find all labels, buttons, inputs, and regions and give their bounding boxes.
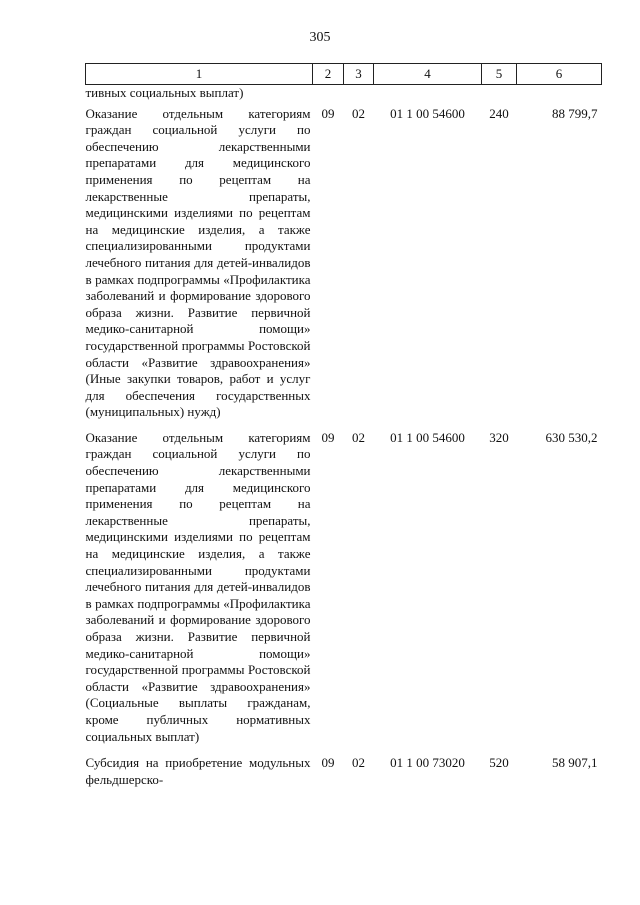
row-description: Оказание отдельным категориям граждан социальной услуги по обеспечению лекарственными препаратами для медицинского применения по рецептам на лекарственные препараты, медицинскими изделиями по рецептам на медицинские изделия, а также специализированными продуктами лечебного питания для детей-инвалидов в рамках подпрограммы «Профилактика заболеваний и формирование здорового образа жизни. Развитие первичной медико-санитарной помощи» государственной программы Ростовской области «Развитие здравоохранения» (Социальные выплаты гражданам, кроме публичных нормативных социальных выплат) [85,429,311,744]
row-section: 09 [321,755,335,771]
page-number: 305 [309,30,331,45]
row-amount [517,85,602,102]
row-subsection [344,85,374,102]
row-target-code [374,85,482,102]
row-amount: 58 907,1 [552,755,598,771]
row-section: 09 [321,429,335,445]
row-subsection: 02 [352,755,365,771]
budget-table [85,63,602,788]
table-row [86,102,602,421]
header-col-4: 4 [374,64,482,85]
row-target-code: 01 1 00 54600 [390,429,465,445]
row-section: 09 [321,105,335,121]
row-section [313,85,344,102]
header-col-5: 5 [482,64,517,85]
row-target-code: 01 1 00 73020 [390,755,465,771]
table-row [86,421,602,745]
table-row [86,745,602,788]
row-expense-type: 240 [489,105,509,121]
header-col-3: 3 [344,64,374,85]
row-expense-type: 520 [489,755,509,771]
row-subsection: 02 [352,105,365,121]
row-description: Субсидия на приобретение модульных фельдшерско- [85,755,311,787]
table-header-row [86,64,602,85]
row-expense-type: 320 [489,429,509,445]
row-expense-type [482,85,517,102]
row-amount: 88 799,7 [552,105,598,121]
row-description: тивных социальных выплат) [85,85,244,100]
row-description: Оказание отдельным категориям граждан социальной услуги по обеспечению лекарственными препаратами для медицинского применения по рецептам на лекарственные препараты, медицинскими изделиями по рецептам на медицинские изделия, а также специализированными продуктами лечебного питания для детей-инвалидов в рамках подпрограммы «Профилактика заболеваний и формирование здорового образа жизни. Развитие первичной медико-санитарной помощи» государственной программы Ростовской области «Развитие здравоохранения» (Иные закупки товаров, работ и услуг для обеспечения государственных (муниципальных) нужд) [85,105,311,420]
row-amount: 630 530,2 [545,429,598,445]
table-row [86,85,602,102]
header-col-1: 1 [86,64,313,85]
header-col-6: 6 [517,64,602,85]
row-subsection: 02 [352,429,365,445]
row-target-code: 01 1 00 54600 [390,105,465,121]
header-col-2: 2 [313,64,344,85]
